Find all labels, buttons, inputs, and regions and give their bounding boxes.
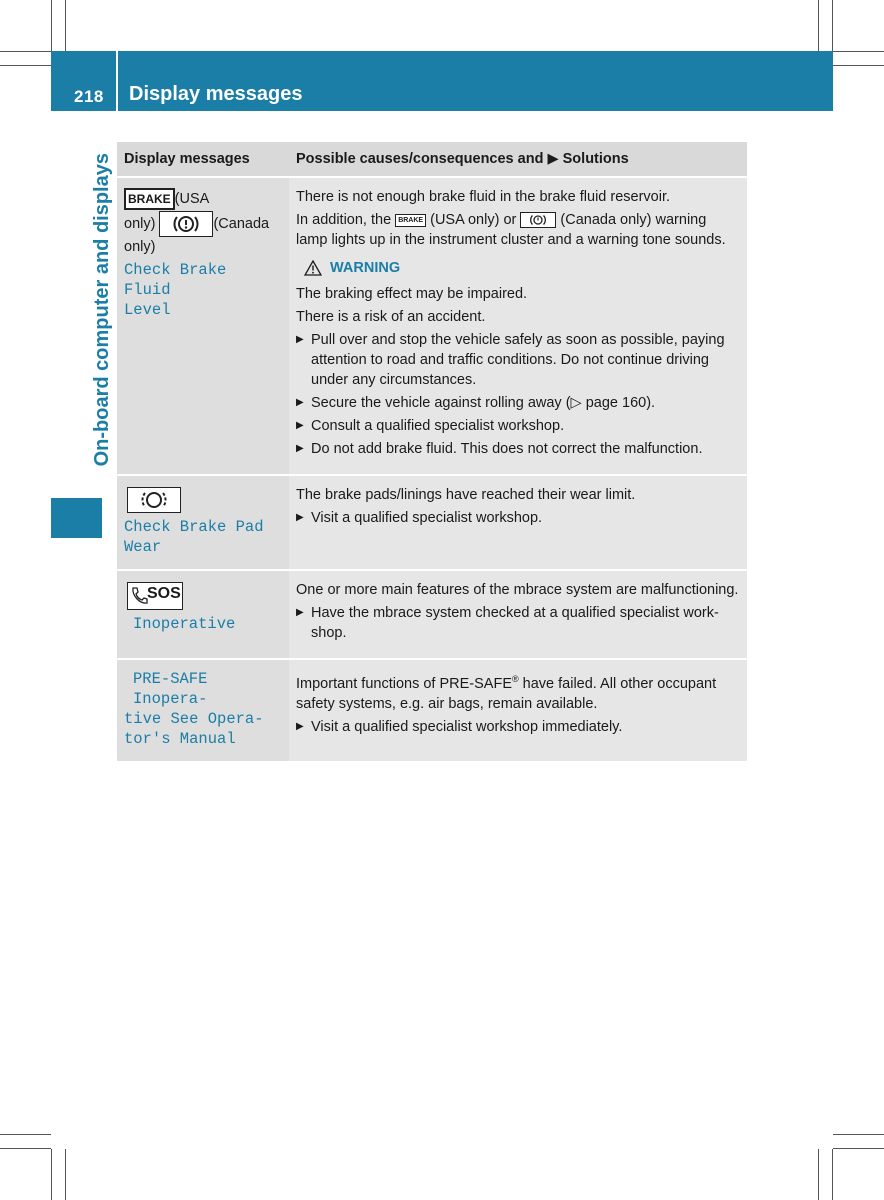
display-message-text: Level: [124, 301, 171, 319]
cause-text: There is not enough brake fluid in the brake fluid reservoir.: [296, 189, 671, 205]
step-text: Visit a qualified specialist workshop.: [311, 510, 543, 526]
solution-cell: [289, 659, 747, 761]
display-message-text: Inoperative: [133, 615, 236, 633]
crop-mark: [833, 65, 884, 66]
cause-text-part: Important functions of PRE-SAFE: [296, 675, 512, 692]
crop-mark: [832, 0, 833, 51]
crop-mark: [0, 51, 51, 52]
brake-warning-icon: BRAKE: [124, 188, 175, 210]
solution-step: [296, 717, 740, 737]
step-arrow-icon: ▶: [296, 420, 304, 431]
step-text: Do not add brake fluid. This does not correct the malfunction.: [311, 441, 703, 457]
canada-only-label: (Canada: [213, 215, 270, 232]
crop-mark: [0, 1148, 51, 1149]
solution-cell: [289, 177, 747, 475]
step-arrow-icon: ▶: [296, 334, 304, 345]
crop-mark: [833, 1148, 884, 1149]
solution-cell: [289, 570, 747, 659]
crop-mark: [833, 51, 884, 52]
solution-step: [296, 416, 740, 436]
step-text: Secure the vehicle against rolling away (▷ page 160).: [311, 395, 656, 411]
warning-text: There is a risk of an accident.: [296, 309, 486, 325]
step-text: Pull over and stop the vehicle safely as soon as possible, paying attention to road and traffic conditions. Do not continue driving under any circumstances.: [311, 332, 725, 388]
step-arrow-icon: ▶: [296, 720, 304, 732]
brake-circle-warning-icon: [159, 211, 213, 237]
message-cell: [117, 475, 289, 570]
step-arrow-icon: ▶: [296, 397, 304, 408]
warning-heading: [304, 258, 740, 278]
display-message-text: PRE-SAFE Inopera-: [133, 670, 208, 708]
solution-step: [296, 439, 740, 459]
crop-mark: [65, 1149, 66, 1200]
display-messages-table: [117, 142, 747, 761]
sos-label: SOS: [147, 585, 181, 602]
cause-text: [296, 210, 740, 250]
warning-text: The braking effect may be impaired.: [296, 286, 528, 302]
only-label: only): [124, 215, 156, 232]
crop-mark: [0, 65, 51, 66]
cause-text: The brake pads/linings have reached their wear limit.: [296, 487, 636, 503]
only-label-2: only): [124, 239, 156, 255]
cause-text-part: In addition, the: [296, 212, 392, 228]
crop-mark: [65, 0, 66, 51]
brake-warning-icon: BRAKE: [395, 214, 426, 227]
step-arrow-icon: ▶: [296, 607, 304, 618]
warning-triangle-icon: [304, 260, 322, 276]
section-side-tab: On-board computer and displays: [91, 153, 113, 467]
registered-mark: ®: [512, 674, 519, 684]
solution-step: [296, 330, 740, 390]
step-text: Visit a qualified specialist workshop immediately.: [311, 718, 623, 735]
message-cell: [117, 570, 289, 659]
sos-phone-icon: [127, 582, 183, 610]
crop-mark: [833, 1134, 884, 1135]
solution-cell: [289, 475, 747, 570]
brake-pad-wear-icon: [127, 487, 181, 513]
crop-mark: [0, 1134, 51, 1135]
side-tab-marker: [51, 498, 102, 538]
crop-mark: [818, 0, 819, 51]
display-message-text: Check Brake Pad: [124, 518, 264, 536]
message-cell: [117, 659, 289, 761]
display-message-text: Wear: [124, 538, 162, 556]
brake-circle-warning-icon: [520, 212, 556, 228]
cause-text-part: (Canada only) warning lamp lights up in the instrument cluster and a warning tone sounds.: [296, 212, 726, 248]
display-message-text: Check Brake Fluid: [124, 261, 227, 299]
message-cell: [117, 177, 289, 475]
page-title: Display messages: [129, 83, 303, 105]
header-divider: [116, 51, 118, 111]
table-row: [117, 177, 747, 475]
table-row: [117, 659, 747, 761]
solution-step: [296, 603, 740, 643]
table-row: [117, 570, 747, 659]
step-arrow-icon: ▶: [296, 512, 304, 523]
solution-step: [296, 508, 740, 528]
display-message-text: tive See Opera-: [124, 710, 264, 728]
step-text: Have the mbrace system checked at a qualified specialist workshop.: [311, 605, 719, 641]
step-arrow-icon: ▶: [296, 443, 304, 454]
cause-text-part: have failed. All other occupant safety systems, e.g. air bags, remain available.: [296, 675, 717, 712]
solution-step: [296, 393, 740, 413]
crop-mark: [832, 1149, 833, 1200]
cause-text: [296, 669, 740, 714]
column-header-display-messages: Display messages: [117, 142, 289, 177]
display-message-text: tor's Manual: [124, 730, 236, 748]
step-text: Consult a qualified specialist workshop.: [311, 418, 565, 434]
crop-mark: [51, 0, 52, 51]
warning-label: WARNING: [330, 260, 401, 276]
page-number: 218: [74, 87, 104, 106]
crop-mark: [818, 1149, 819, 1200]
table-row: [117, 475, 747, 570]
cause-text: One or more main features of the mbrace system are malfunctioning.: [296, 582, 739, 598]
column-header-causes-solutions: Possible causes/consequences and ▶ Solutions: [289, 142, 747, 177]
crop-mark: [51, 1149, 52, 1200]
usa-only-label: (USA: [174, 191, 210, 207]
cause-text-part: (USA only) or: [430, 212, 517, 228]
